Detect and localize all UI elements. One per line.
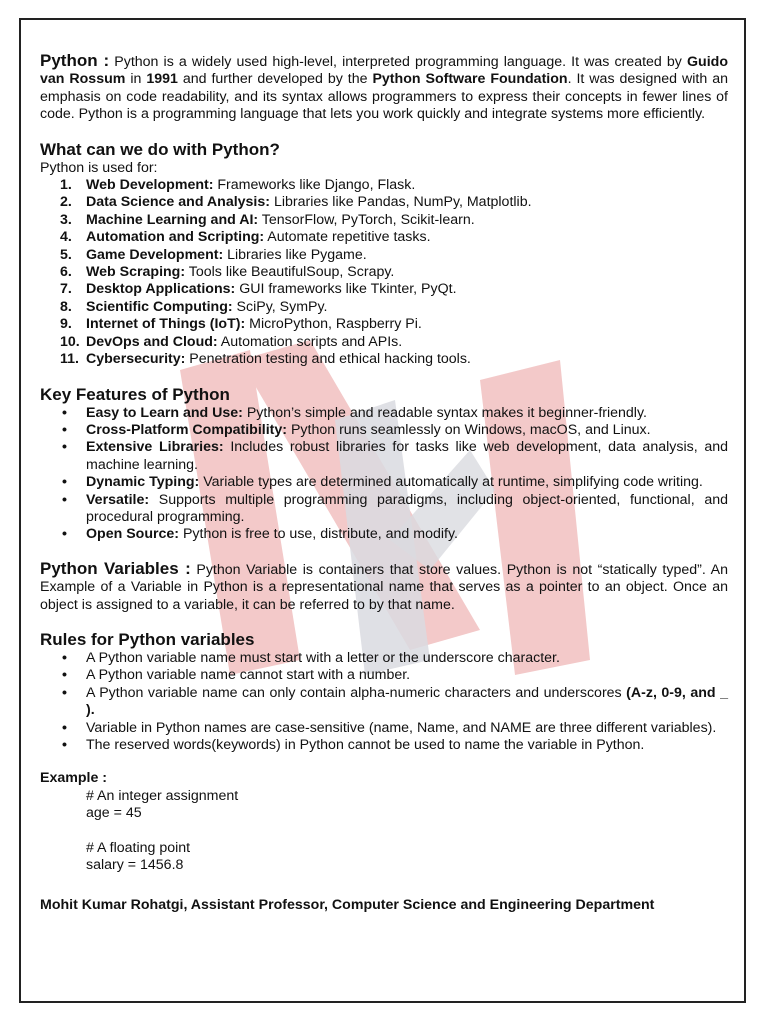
author-footer: Mohit Kumar Rohatgi, Assistant Professor, Computer Science and Engineering Department bbox=[40, 896, 655, 913]
list-number: 5. bbox=[60, 246, 72, 263]
list-item bbox=[40, 439, 728, 474]
list-item bbox=[40, 334, 728, 351]
list-item bbox=[40, 526, 728, 543]
list-text: Automate repetitive tasks. bbox=[264, 229, 431, 246]
rule-text: A Python variable name must start with a letter or the underscore character. bbox=[86, 649, 560, 666]
list-item bbox=[40, 474, 728, 491]
list-number: 7. bbox=[60, 281, 72, 298]
bullet-icon: • bbox=[62, 439, 67, 456]
intro-text-1: Python is a widely used high-level, interpreted programming language. It was created by bbox=[109, 54, 688, 70]
list-item bbox=[40, 422, 728, 439]
list-text: Automation scripts and APIs. bbox=[217, 333, 403, 350]
list-item bbox=[40, 229, 728, 246]
list-label: Scientific Computing: bbox=[86, 298, 233, 315]
rules-heading: Rules for Python variables bbox=[40, 629, 255, 649]
variables-text: Python Variable is containers that store values. Python is not “statically typed”. An Example of a Variable in Python is a representational name that serves as a pointer to an object. Once an object is assigned to a variable, it can be referred to by that name. bbox=[40, 561, 728, 613]
list-item bbox=[40, 667, 728, 684]
feature-text: Python is free to use, distribute, and modify. bbox=[179, 526, 458, 543]
uses-list bbox=[40, 177, 728, 368]
list-item bbox=[40, 194, 728, 211]
list-item bbox=[40, 737, 728, 754]
example-section bbox=[40, 770, 728, 874]
code-line: salary = 1456.8 bbox=[86, 857, 184, 874]
list-number: 2. bbox=[60, 194, 72, 211]
list-number: 1. bbox=[60, 177, 72, 194]
list-item bbox=[40, 650, 728, 667]
rules-list bbox=[40, 650, 728, 754]
intro-year: 1991 bbox=[146, 71, 178, 88]
list-text: MicroPython, Raspberry Pi. bbox=[245, 316, 422, 333]
intro-creator: Guido van Rossum bbox=[40, 54, 728, 88]
feature-label: Extensive Libraries: bbox=[86, 439, 224, 456]
list-text: Frameworks like Django, Flask. bbox=[213, 177, 416, 194]
code-line bbox=[86, 823, 728, 840]
intro-paragraph bbox=[40, 52, 728, 124]
variables-paragraph bbox=[40, 560, 728, 614]
list-label: Data Science and Analysis: bbox=[86, 194, 270, 211]
intro-title: Python : bbox=[40, 51, 110, 70]
list-item bbox=[40, 351, 728, 368]
list-label: Desktop Applications: bbox=[86, 281, 236, 298]
intro-text-2: in bbox=[125, 71, 147, 88]
list-label: Web Development: bbox=[86, 177, 214, 194]
list-label: Game Development: bbox=[86, 246, 224, 263]
feature-text: Python’s simple and readable syntax makes it beginner-friendly. bbox=[242, 404, 647, 421]
list-item bbox=[40, 405, 728, 422]
example-heading: Example : bbox=[40, 770, 108, 787]
list-item bbox=[40, 212, 728, 229]
feature-label: Versatile: bbox=[86, 491, 150, 508]
intro-foundation: Python Software Foundation bbox=[372, 71, 568, 88]
list-item bbox=[40, 247, 728, 264]
feature-text: Supports multiple programming paradigms, including object-oriented, functional, and procedural programming. bbox=[86, 491, 728, 525]
list-item bbox=[40, 177, 728, 194]
list-number: 9. bbox=[60, 316, 72, 333]
features-section bbox=[40, 385, 728, 544]
list-item bbox=[40, 281, 728, 298]
bullet-icon: • bbox=[62, 421, 67, 438]
feature-label: Dynamic Typing: bbox=[86, 474, 200, 491]
list-item bbox=[40, 264, 728, 281]
list-number: 6. bbox=[60, 264, 72, 281]
list-text: GUI frameworks like Tkinter, PyQt. bbox=[235, 281, 457, 298]
rule-bold-text: (A-z, 0-9, and _ ). bbox=[86, 684, 728, 719]
feature-label: Easy to Learn and Use: bbox=[86, 404, 243, 421]
list-label: Web Scraping: bbox=[86, 264, 186, 281]
feature-text: Python runs seamlessly on Windows, macOS, and Linux. bbox=[287, 421, 651, 438]
bullet-icon: • bbox=[62, 404, 67, 421]
list-text: Tools like BeautifulSoup, Scrapy. bbox=[185, 264, 395, 281]
list-text: SciPy, SymPy. bbox=[232, 298, 328, 315]
feature-text: Variable types are determined automatically at runtime, simplifying code writing. bbox=[199, 474, 703, 491]
list-text: TensorFlow, PyTorch, Scikit-learn. bbox=[258, 211, 475, 228]
intro-text-4: . It was designed with an emphasis on code readability, and its syntax allows programmers to express their concepts in fewer lines of code. Python is a programming language that lets you work quickly and integrate systems more efficiently. bbox=[40, 71, 728, 123]
list-label: Automation and Scripting: bbox=[86, 229, 265, 246]
list-number: 4. bbox=[60, 229, 72, 246]
bullet-icon: • bbox=[62, 719, 67, 736]
bullet-icon: • bbox=[62, 684, 67, 701]
bullet-icon: • bbox=[62, 474, 67, 491]
features-heading: Key Features of Python bbox=[40, 384, 230, 404]
list-text: Libraries like Pygame. bbox=[223, 246, 367, 263]
rule-text: A Python variable name can only contain alpha-numeric characters and underscores bbox=[86, 684, 627, 701]
list-item bbox=[40, 316, 728, 333]
bullet-icon: • bbox=[62, 649, 67, 666]
variables-title: Python Variables : bbox=[40, 558, 191, 578]
list-text: Penetration testing and ethical hacking tools. bbox=[185, 351, 471, 368]
code-line: # A floating point bbox=[86, 840, 191, 857]
document-body bbox=[40, 52, 728, 914]
rule-text: Variable in Python names are case-sensitive (name, Name, and NAME are three different variables). bbox=[86, 719, 717, 736]
rules-section bbox=[40, 630, 728, 754]
intro-text-3: and further developed by the bbox=[177, 71, 373, 88]
list-item bbox=[40, 299, 728, 316]
list-item bbox=[40, 685, 728, 720]
uses-section bbox=[40, 140, 728, 369]
bullet-icon: • bbox=[62, 737, 67, 753]
list-item bbox=[40, 492, 728, 527]
list-number: 3. bbox=[60, 211, 72, 228]
code-line: age = 45 bbox=[86, 805, 142, 822]
list-text: Libraries like Pandas, NumPy, Matplotlib. bbox=[270, 194, 532, 211]
code-line: # An integer assignment bbox=[86, 787, 239, 804]
uses-intro: Python is used for: bbox=[40, 159, 158, 176]
list-label: DevOps and Cloud: bbox=[86, 333, 218, 350]
uses-heading: What can we do with Python? bbox=[40, 139, 280, 159]
features-list bbox=[40, 405, 728, 544]
list-number: 10. bbox=[60, 333, 80, 350]
feature-text: Includes robust libraries for tasks like web development, data analysis, and machine learning. bbox=[86, 439, 729, 473]
list-item bbox=[40, 720, 728, 737]
bullet-icon: • bbox=[62, 667, 67, 684]
example-code bbox=[40, 788, 728, 875]
rule-text: A Python variable name cannot start with a number. bbox=[86, 667, 411, 684]
rule-text: The reserved words(keywords) in Python cannot be used to name the variable in Python. bbox=[86, 737, 645, 753]
list-number: 11. bbox=[60, 351, 79, 368]
bullet-icon: • bbox=[62, 526, 67, 543]
list-label: Internet of Things (IoT): bbox=[86, 316, 246, 333]
list-label: Machine Learning and AI: bbox=[86, 211, 259, 228]
list-label: Cybersecurity: bbox=[86, 351, 186, 368]
feature-label: Cross-Platform Compatibility: bbox=[86, 421, 288, 438]
list-number: 8. bbox=[60, 298, 72, 315]
feature-label: Open Source: bbox=[86, 526, 180, 543]
bullet-icon: • bbox=[62, 491, 67, 508]
